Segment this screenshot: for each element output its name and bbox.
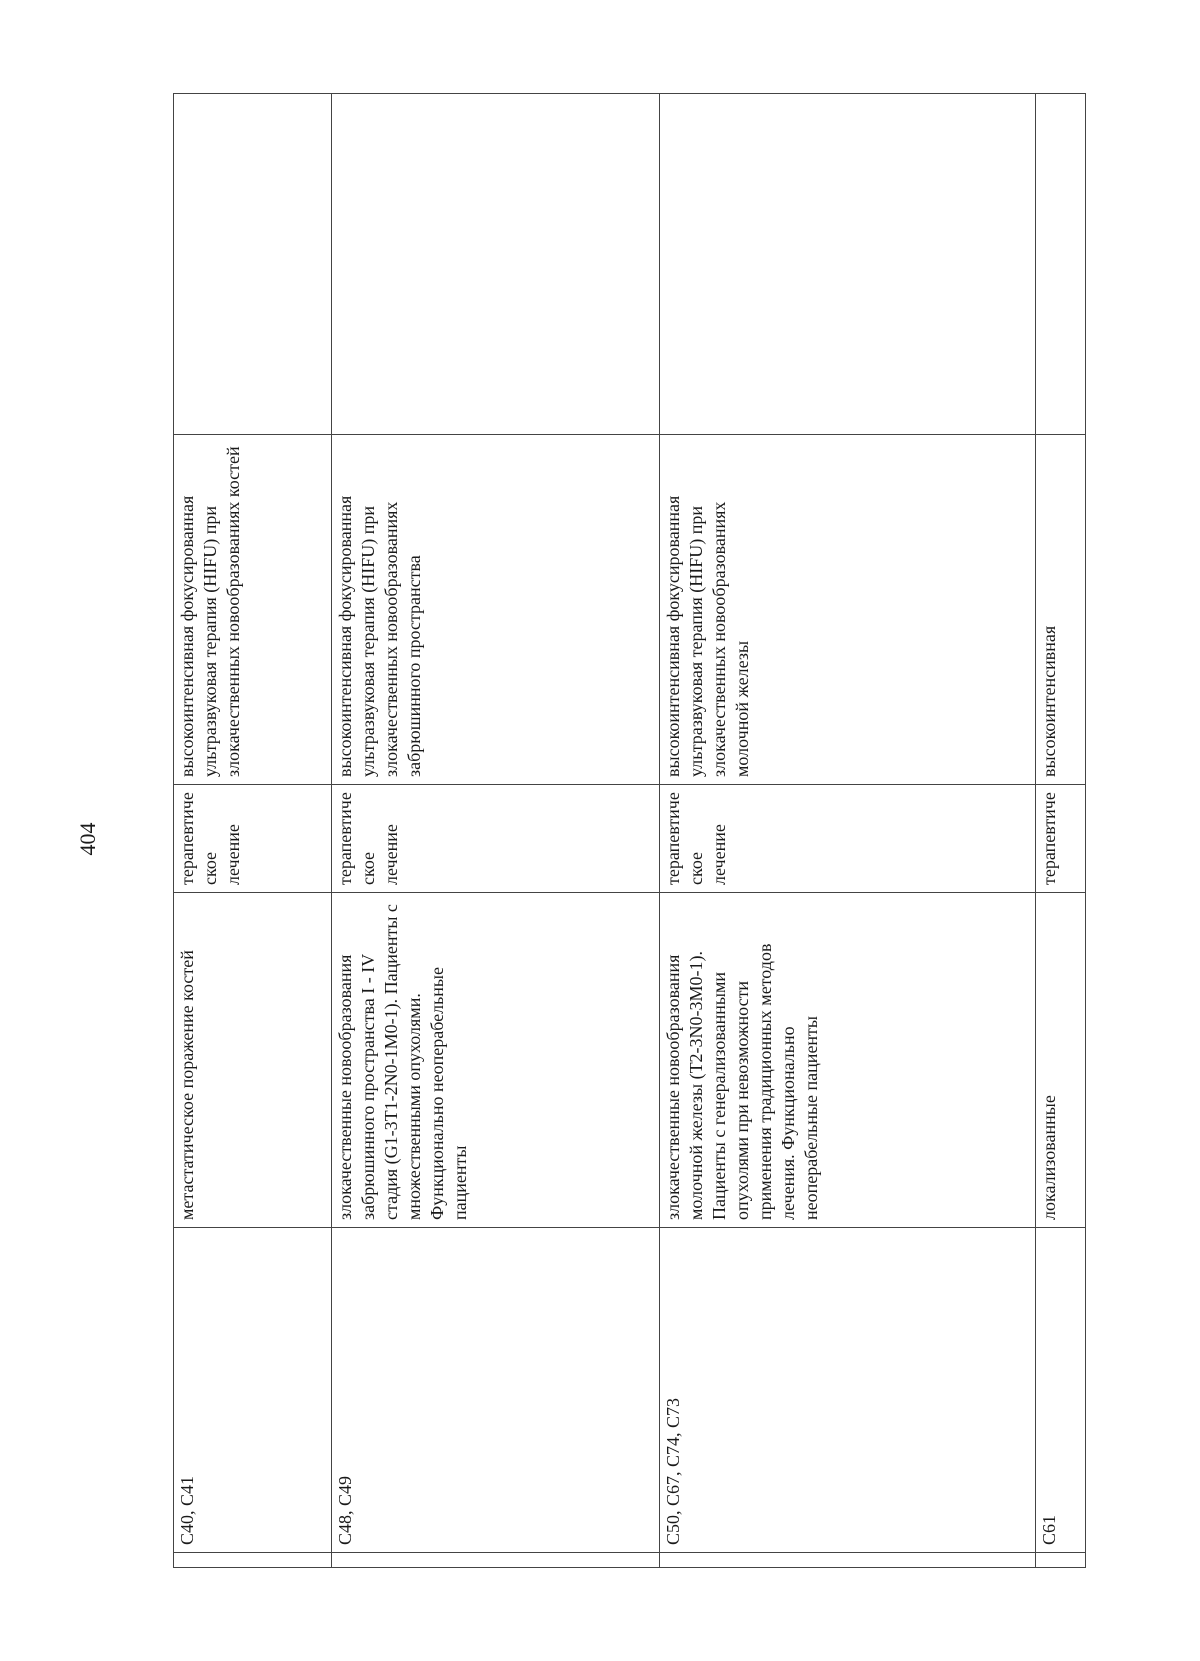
code-cell: C40, C41 [174, 1228, 332, 1553]
diagnosis-cell: метастатическое поражение костей [174, 893, 332, 1228]
empty-cell [174, 1553, 332, 1568]
diagnosis-cell: злокачественные новообразования забрюшинного пространства I - IV стадия (G1-3T1-2N0-1M0-1). Пациенты с множественными опухолями. Функционально неоперабельные пациенты [332, 893, 660, 1228]
empty-cell [660, 1553, 1036, 1568]
empty-cell [1036, 1553, 1086, 1568]
table-row [174, 94, 332, 1568]
method-cell: высокоинтенсивная [1036, 435, 1086, 785]
rotated-table [173, 94, 1085, 1568]
treatment-type-cell: терапевтиче ское лечение [332, 785, 660, 893]
table-row [660, 94, 1036, 1568]
method-cell: высокоинтенсивная фокусированная ультразвуковая терапия (HIFU) при злокачественных новообразованиях забрюшинного пространства [332, 435, 660, 785]
empty-cell [660, 94, 1036, 435]
empty-cell [174, 94, 332, 435]
method-cell: высокоинтенсивная фокусированная ультразвуковая терапия (HIFU) при злокачественных новообразованиях костей [174, 435, 332, 785]
diagnosis-cell: локализованные [1036, 893, 1086, 1228]
empty-cell [332, 94, 660, 435]
treatment-type-cell: терапевтиче ское лечение [174, 785, 332, 893]
empty-cell [1036, 94, 1086, 435]
treatment-type-cell: терапевтиче ское лечение [660, 785, 1036, 893]
code-cell: C61 [1036, 1228, 1086, 1553]
diagnosis-cell: злокачественные новообразования молочной железы (T2-3N0-3M0-1). Пациенты с генерализованными опухолями при невозможности применения традиционных методов лечения. Функционально неоперабельные пациенты [660, 893, 1036, 1228]
code-cell: C48, C49 [332, 1228, 660, 1553]
treatment-type-cell: терапевтиче [1036, 785, 1086, 893]
procedures-table [173, 93, 1086, 1568]
code-cell: C50, C67, C74, C73 [660, 1228, 1036, 1553]
table-row [332, 94, 660, 1568]
method-cell: высокоинтенсивная фокусированная ультразвуковая терапия (HIFU) при злокачественных новообразованиях молочной железы [660, 435, 1036, 785]
empty-cell [332, 1553, 660, 1568]
table-row [1036, 94, 1086, 1568]
page-number: 404 [75, 822, 100, 856]
